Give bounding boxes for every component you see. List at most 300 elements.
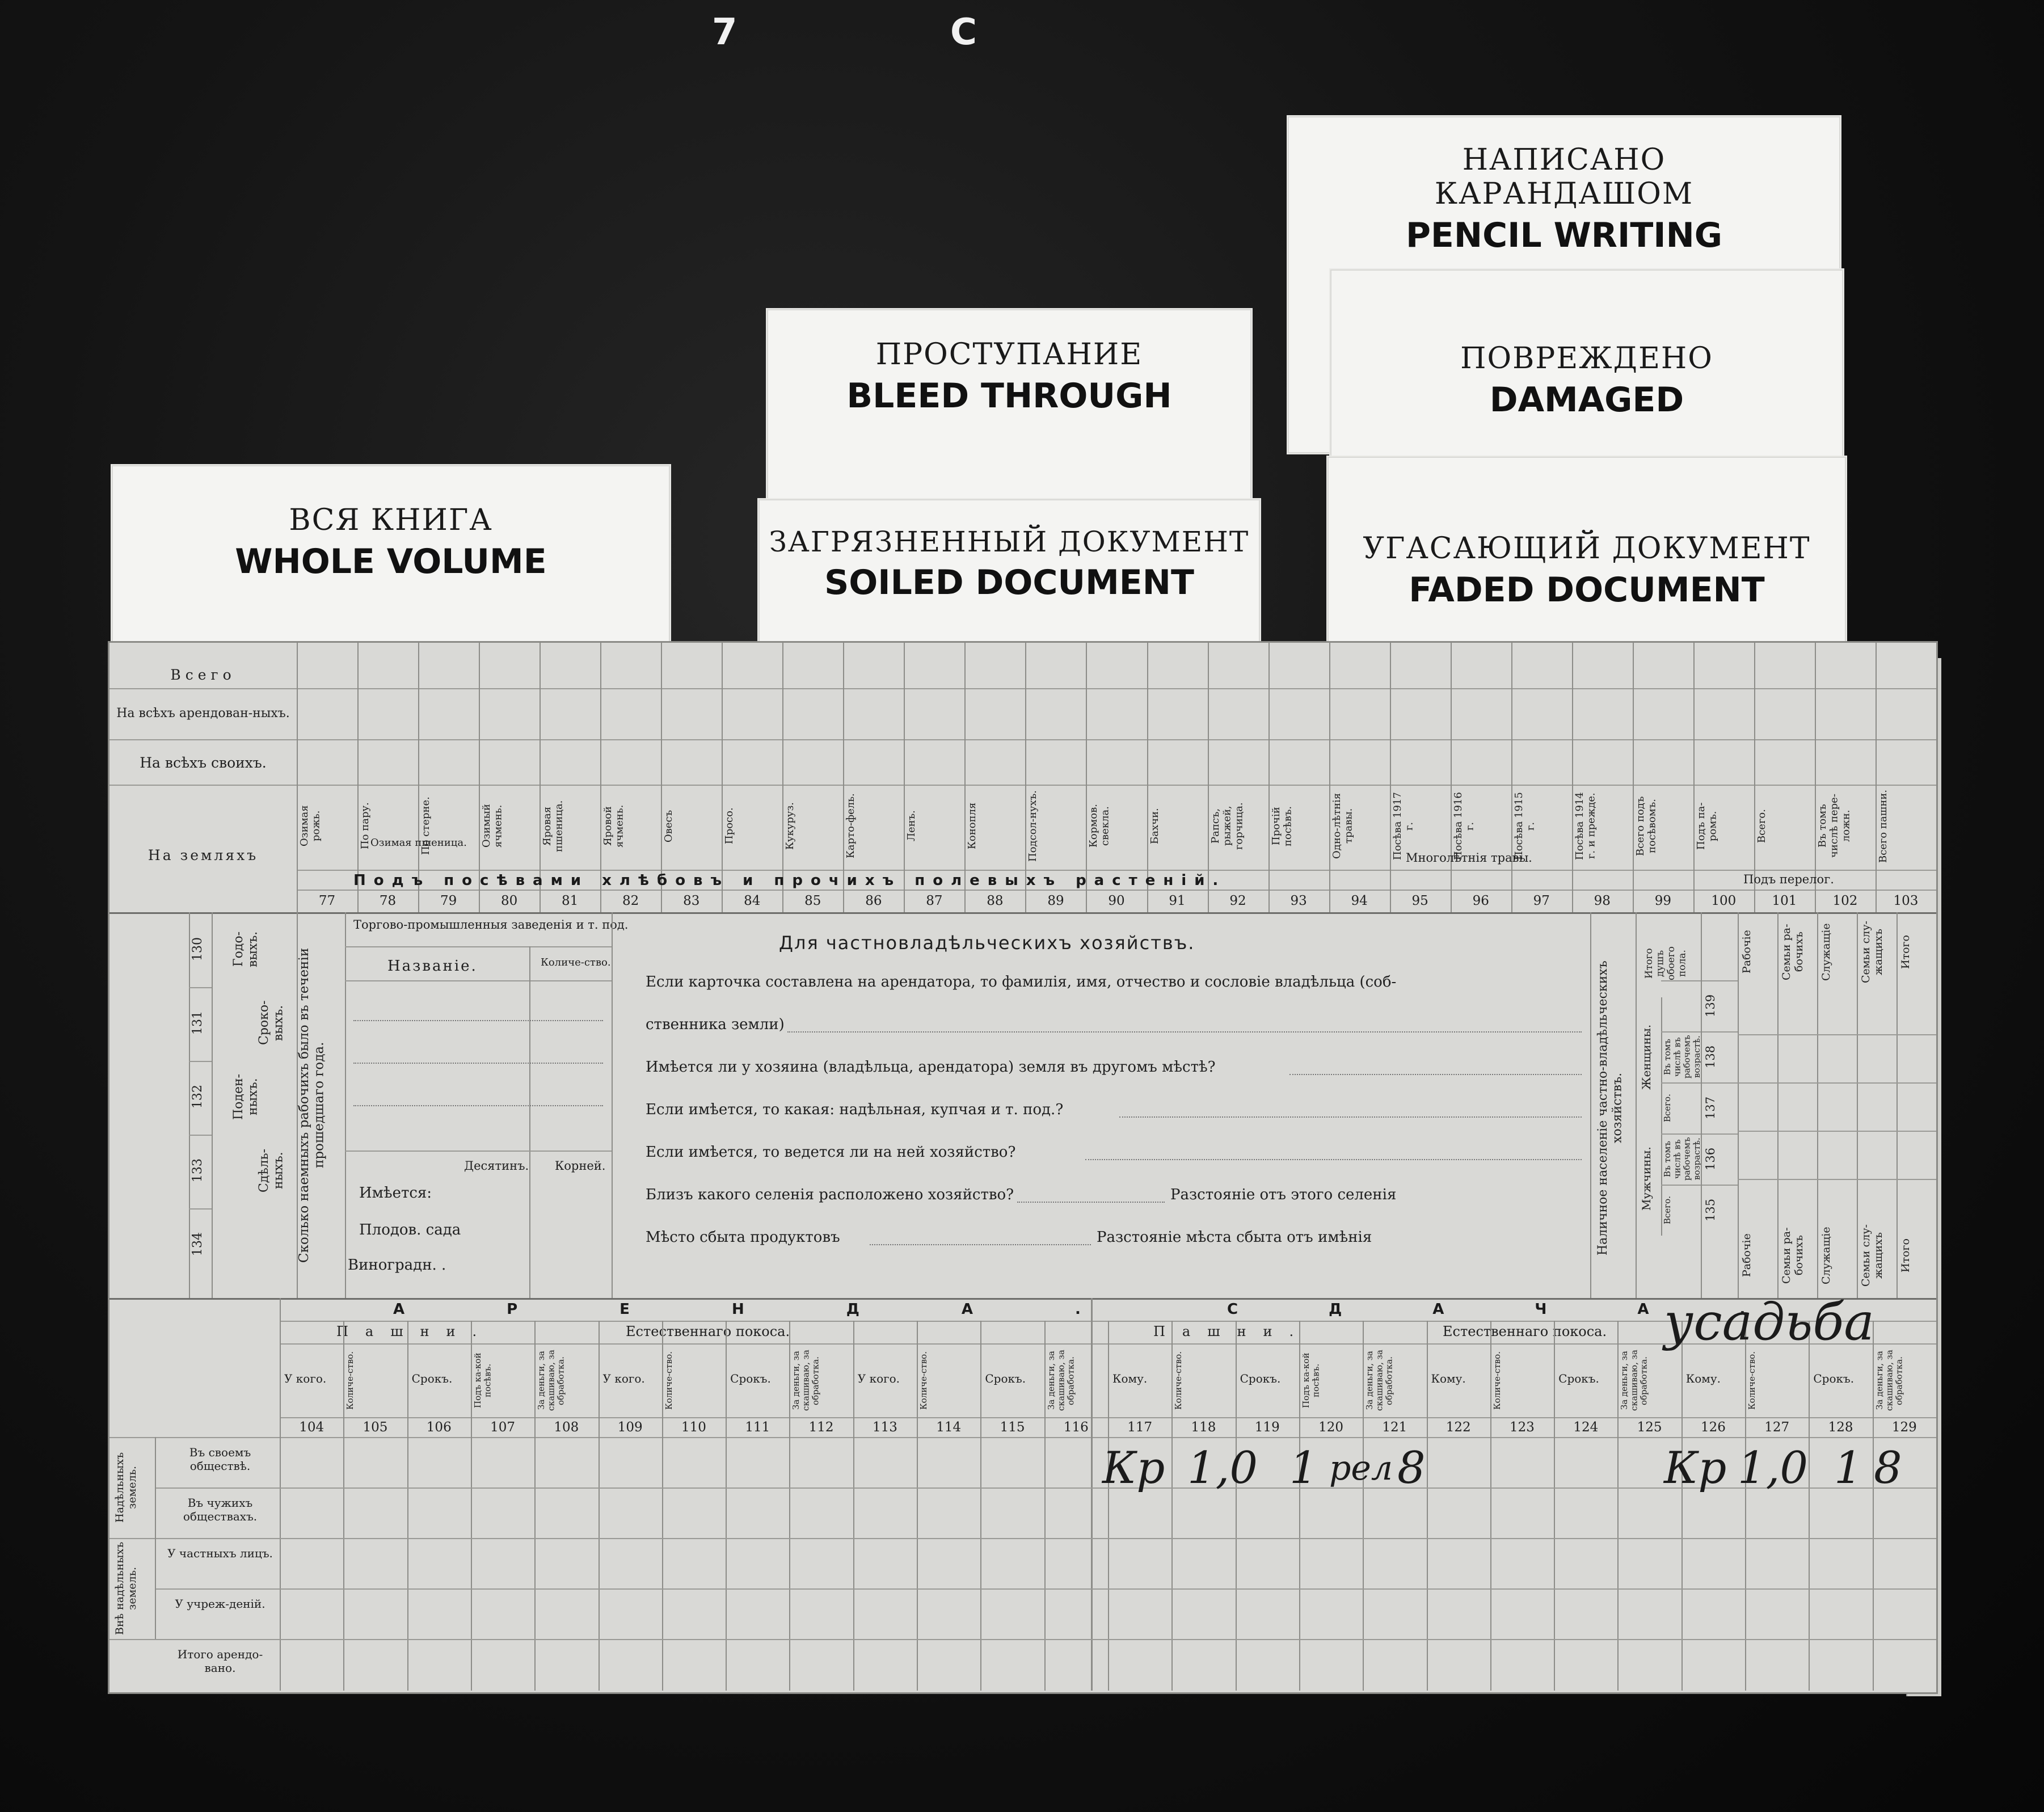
column-number: 87 [926, 894, 943, 908]
population-col: Въ томъ числѣ въ рабочемъ возрастѣ. [1662, 1137, 1702, 1181]
column-rule [471, 1321, 472, 1691]
question-4: Если имѣется, то ведется ли на ней хозяйство? [646, 1144, 1016, 1161]
column-number: 126 [1700, 1420, 1726, 1435]
column-rule [1809, 1321, 1810, 1691]
column-number: 81 [562, 894, 579, 908]
label-women: Женщины. [1640, 1024, 1653, 1090]
question-6: Мѣсто сбыта продуктовъ [646, 1229, 840, 1246]
column-rule [789, 1321, 790, 1691]
label-hired-workers: Сколько наемныхъ рабочихъ было въ теченіи прошедшаго года. [297, 947, 327, 1263]
column-number: 90 [1108, 894, 1125, 908]
column-number: 100 [1711, 894, 1737, 908]
column-rule [1701, 912, 1702, 1298]
column-number: 80 [500, 894, 518, 908]
column-rule [1490, 1321, 1491, 1691]
column-rule [1693, 643, 1695, 912]
row-rule [1738, 1034, 1777, 1035]
section-rent [109, 1292, 1936, 1691]
row-rule [1777, 1179, 1817, 1180]
column-number: 128 [1828, 1420, 1853, 1435]
row-rule [189, 1208, 212, 1210]
column-header: Озимый ячмень. [481, 804, 504, 848]
column-number: 86 [865, 894, 882, 908]
band-sdacha: СДАЧА. [1227, 1301, 1836, 1318]
label-men: Мужчины. [1640, 1147, 1653, 1211]
population-col: Всего. [1662, 1094, 1672, 1122]
handwriting-1: Кр [1102, 1443, 1165, 1494]
row-rule [1897, 1082, 1936, 1084]
card-ru: ЗАГРЯЗНЕННЫЙ ДОКУМЕНТ [769, 525, 1250, 558]
column-header: Карто-фель. [845, 793, 857, 859]
column-rule [280, 1321, 281, 1691]
column-rule [1815, 643, 1816, 912]
worker-type: Сроко-выхъ. [257, 1000, 286, 1046]
column-header: Кукуруз. [784, 802, 796, 850]
dotted-line [1017, 1202, 1165, 1203]
row-rule [189, 987, 212, 988]
category-header-bottom: Рабочіе [1740, 1233, 1753, 1278]
column-number: 124 [1573, 1420, 1599, 1435]
column-rule [1617, 1321, 1619, 1691]
column-header: Всего пашни. [1877, 789, 1889, 863]
column-header: Кормов. свекла. [1088, 804, 1112, 848]
column-header: Срокъ. [1240, 1372, 1281, 1385]
column-header: Срокъ. [730, 1372, 771, 1385]
rule [1590, 912, 1591, 1298]
worker-number: 130 [191, 937, 205, 961]
column-header: Количе-ство. [663, 1351, 674, 1410]
row-rule [1817, 1131, 1857, 1132]
card-ru: ВСЯ КНИГА [289, 503, 493, 537]
column-rule [1745, 1321, 1746, 1691]
rule [109, 739, 1936, 740]
column-header: Всего. [1755, 809, 1768, 843]
label-perennial-grasses: Многолѣтнія травы. [1406, 851, 1532, 865]
column-number: 106 [426, 1420, 452, 1435]
estate-has: Имѣется: [359, 1185, 432, 1202]
row-rule [1897, 1034, 1936, 1035]
column-header: Срокъ. [985, 1372, 1026, 1385]
row-label-own: На всѣхъ своихъ. [140, 755, 267, 771]
top-mark-2: C [950, 11, 977, 53]
row-rule [1661, 1082, 1738, 1084]
rule [345, 1151, 612, 1152]
rule [345, 912, 346, 1298]
column-header: Подсол-нухъ. [1027, 790, 1039, 862]
column-rule [1554, 1321, 1555, 1691]
column-rule [980, 1321, 981, 1691]
worker-number: 133 [191, 1158, 205, 1182]
question-1b: ственника земли) [646, 1016, 785, 1033]
column-header: Яровая пшеница. [541, 800, 565, 852]
column-number: 92 [1229, 894, 1246, 908]
column-rule [662, 1321, 663, 1691]
column-rule [297, 643, 298, 912]
column-header: За деньги, за скашиваю, за обработка. [1619, 1350, 1649, 1411]
category-header-bottom: Семьи ра-бочихъ [1780, 1227, 1805, 1284]
column-header: Просо. [723, 807, 736, 845]
column-rule [1754, 643, 1755, 912]
card-soiled [758, 499, 1260, 649]
column-header: Озимая рожь. [298, 805, 322, 847]
column-number: 127 [1764, 1420, 1790, 1435]
row-rule [1661, 1185, 1738, 1186]
rent-row-group: Надѣльныхъ земель. [113, 1452, 138, 1523]
population-col: Въ томъ числѣ въ рабочемъ возрастѣ. [1662, 1035, 1702, 1079]
column-number: 120 [1318, 1420, 1344, 1435]
column-number: 82 [622, 894, 639, 908]
card-ru-2: КАРАНДАШОМ [1434, 177, 1694, 211]
question-1: Если карточка составлена на арендатора, то фамилія, имя, отчество и сословіе владѣльца (соб- [646, 974, 1397, 991]
rule [345, 946, 612, 947]
label-perelog: Подъ перелог. [1743, 873, 1834, 886]
column-number: 103 [1893, 894, 1919, 908]
column-header: За деньги, за скашиваю, за обработка. [536, 1350, 566, 1411]
census-form [108, 641, 1938, 1694]
column-rule [534, 1321, 536, 1691]
row-label-lands: На земляхъ [147, 847, 259, 863]
column-rule [1451, 643, 1452, 912]
column-header: Рапсъ, рыжей, горчица. [1209, 802, 1245, 850]
card-en: SOILED DOCUMENT [824, 563, 1194, 602]
column-rule [212, 912, 213, 1298]
band-arenda: АРЕНДА. [393, 1301, 1183, 1318]
column-number: 117 [1127, 1420, 1153, 1435]
column-header: Срокъ. [1813, 1372, 1855, 1385]
row-rule [1738, 1082, 1777, 1084]
row-rule [1738, 1131, 1777, 1132]
question-6b: Разстояніе мѣста сбыта отъ имѣнія [1097, 1229, 1372, 1246]
row-label-vsego: Всего [170, 667, 236, 683]
column-number: 118 [1191, 1420, 1216, 1435]
worker-type: Годо-выхъ. [231, 931, 260, 967]
row-rule [1738, 1179, 1777, 1180]
column-header: Одно-лѣтнія травы. [1330, 793, 1355, 859]
card-ru: УГАСАЮЩИЙ ДОКУМЕНТ [1363, 532, 1811, 566]
card-en: PENCIL WRITING [1405, 216, 1723, 255]
worker-type: Поден-ныхъ. [231, 1073, 260, 1120]
column-header: Въ томъ числѣ пере-ложн. [1816, 794, 1852, 858]
column-header: Срокъ. [1558, 1372, 1599, 1385]
estate-vineyard: Виноградн. . [348, 1257, 446, 1274]
column-rule [1329, 643, 1330, 912]
handwriting-5: 8 [1397, 1443, 1426, 1494]
column-number: 112 [808, 1420, 834, 1435]
category-header-top: Служащіе [1820, 923, 1832, 981]
question-2: Имѣется ли у хозяина (владѣльца, арендатора) земля въ другомъ мѣстѣ? [646, 1059, 1216, 1076]
rent-row-label: У учреж-деній. [175, 1597, 265, 1611]
handwriting-usadba: усадьба [1664, 1292, 1874, 1352]
column-number: 83 [683, 894, 700, 908]
column-rule [343, 1321, 344, 1691]
category-header-bottom: Служащіе [1820, 1227, 1832, 1284]
column-rule [1857, 912, 1858, 1298]
label-total-souls: Итого душъ обоего пола. [1643, 946, 1688, 980]
card-en: FADED DOCUMENT [1409, 570, 1765, 610]
question-5b: Разстояніе отъ этого селенія [1170, 1186, 1397, 1203]
column-header: За деньги, за скашиваю, за обработка. [791, 1350, 821, 1411]
private-title: Для частновладѣльческихъ хозяйствъ. [779, 932, 1195, 954]
card-ru: ПРОСТУПАНИЕ [875, 338, 1143, 372]
column-number: 129 [1891, 1420, 1917, 1435]
column-rule [155, 1437, 156, 1639]
dotted-line [1119, 1116, 1582, 1118]
column-rule [1511, 643, 1512, 912]
row-rule [1857, 1082, 1897, 1084]
category-header-top: Итого [1899, 935, 1912, 969]
rule [109, 785, 1936, 786]
label-pashni-2: Пашни. [1153, 1324, 1311, 1339]
column-header: Яровой ячмень. [602, 804, 626, 848]
column-header: Овесъ [663, 810, 675, 842]
row-rule [1897, 1179, 1936, 1180]
column-number: 89 [1047, 894, 1064, 908]
column-rule [1681, 1321, 1683, 1691]
column-rule [1044, 1321, 1046, 1691]
rule [109, 1437, 1936, 1438]
worker-number: 134 [191, 1232, 205, 1256]
column-number: 125 [1637, 1420, 1662, 1435]
column-number: 123 [1510, 1420, 1535, 1435]
column-number: 113 [872, 1420, 897, 1435]
column-number: 78 [379, 894, 397, 908]
column-number: 116 [1063, 1420, 1089, 1435]
dotted-line [353, 1063, 603, 1064]
row-rule [155, 1588, 1936, 1590]
column-header: Подъ ка-кой посѣвъ. [472, 1352, 493, 1409]
column-header: За деньги, за скашиваю, за обработка. [1874, 1350, 1904, 1411]
column-rule [599, 1321, 600, 1691]
trade-col-name: Названіе. [387, 958, 478, 975]
row-rule [1817, 1034, 1857, 1035]
handwriting-3: 1 [1289, 1443, 1318, 1494]
column-rule [1299, 1321, 1300, 1691]
column-number: 104 [299, 1420, 324, 1435]
row-rule [1777, 1034, 1817, 1035]
dotted-line [353, 1105, 603, 1106]
column-number: 101 [1772, 894, 1797, 908]
card-en: DAMAGED [1489, 380, 1684, 420]
column-header: Прочій посѣвъ. [1270, 806, 1294, 846]
worker-type: Сдѣль-ныхъ. [257, 1148, 286, 1192]
rule [529, 946, 530, 1298]
category-header-bottom: Итого [1899, 1238, 1912, 1272]
column-number: 93 [1290, 894, 1307, 908]
column-header: Количе-ство. [1173, 1351, 1184, 1410]
card-en: BLEED THROUGH [846, 376, 1172, 416]
column-rule [1268, 643, 1270, 912]
label-pashni-1: Пашни. [336, 1324, 494, 1339]
column-rule [1390, 643, 1391, 912]
column-header: Ленъ. [905, 810, 918, 842]
column-rule [1108, 1321, 1109, 1691]
column-number: 84 [744, 894, 761, 908]
dotted-line [787, 1031, 1582, 1033]
column-rule [1363, 1321, 1364, 1691]
column-rule [1873, 1321, 1874, 1691]
rule [1636, 912, 1637, 1298]
worker-number: 132 [191, 1085, 205, 1109]
column-number: 111 [745, 1420, 770, 1435]
column-header: Количе-ство. [1747, 1351, 1758, 1410]
row-rule [1857, 1179, 1897, 1180]
row-rule [1661, 1031, 1738, 1033]
card-damaged [1330, 269, 1843, 465]
column-rule [1777, 912, 1779, 1298]
question-5: Близъ какого селенія расположено хозяйство? [646, 1186, 1014, 1203]
row-rule [1857, 1131, 1897, 1132]
row-rule [189, 1135, 212, 1136]
population-num: 139 [1704, 994, 1717, 1018]
rent-row-label: Въ чужихъ обществахъ. [183, 1496, 258, 1523]
column-number: 96 [1472, 894, 1489, 908]
category-header-bottom: Семьи слу-жащихъ [1860, 1224, 1885, 1287]
column-header: Бахчи. [1148, 808, 1161, 844]
top-mark-1: 7 [712, 11, 737, 53]
column-number: 77 [318, 894, 336, 908]
band-sowings: Подъ посѣвами хлѣбовъ и прочихъ полевыхъ растеній. [353, 872, 1227, 889]
row-rule [1857, 1034, 1897, 1035]
population-num: 137 [1704, 1096, 1717, 1120]
row-rule [109, 1639, 1936, 1640]
column-header: Посѣва 1916 г. [1452, 792, 1476, 860]
estate-des: Десятинъ. [464, 1159, 529, 1173]
category-header-top: Семьи слу-жащихъ [1860, 921, 1885, 983]
question-3: Если имѣется, то какая: надѣльная, купчая и т. под.? [646, 1101, 1064, 1118]
column-rule [1427, 1321, 1428, 1691]
rule [345, 980, 612, 981]
column-header: Посѣва 1915 г. [1512, 792, 1537, 860]
column-rule [1171, 1321, 1173, 1691]
column-header: По пару. [359, 802, 372, 850]
category-header-top: Семьи ра-бочихъ [1780, 924, 1805, 980]
column-header: У кого. [284, 1372, 327, 1385]
column-number: 94 [1351, 894, 1368, 908]
label-pokos-1: Естественнаго покоса. [626, 1324, 790, 1339]
column-header: Подъ па-ромъ. [1695, 802, 1719, 850]
rent-row-label: Итого арендо-вано. [177, 1647, 263, 1675]
column-number: 110 [681, 1420, 706, 1435]
column-header: Посѣва 1917 г. [1391, 792, 1415, 860]
column-number: 115 [1000, 1420, 1025, 1435]
population-num: 135 [1704, 1198, 1717, 1222]
column-number: 105 [363, 1420, 388, 1435]
column-number: 122 [1445, 1420, 1471, 1435]
column-number: 85 [804, 894, 821, 908]
card-faded [1327, 457, 1846, 646]
column-rule [1633, 643, 1634, 912]
column-header: Количе-ство. [1491, 1351, 1502, 1410]
column-header: У кого. [857, 1372, 900, 1385]
row-rule [189, 1061, 212, 1062]
rent-row-label: У частныхъ лицъ. [167, 1546, 273, 1560]
column-header: Всего подъ посѣвомъ. [1634, 796, 1658, 856]
card-whole-volume [112, 465, 670, 649]
column-header: Конопля [966, 802, 979, 850]
row-rule [1817, 1082, 1857, 1084]
column-number: 88 [987, 894, 1004, 908]
column-number: 91 [1169, 894, 1186, 908]
handwriting-2: 1,0 [1187, 1443, 1258, 1494]
column-number: 107 [490, 1420, 516, 1435]
row-rule [1661, 1133, 1738, 1135]
label-ozimaya-wheat: Озимая пшеница. [370, 837, 467, 849]
column-rule [1738, 912, 1739, 1298]
column-number: 99 [1654, 894, 1671, 908]
worker-number: 131 [191, 1011, 205, 1035]
column-rule [1897, 912, 1898, 1298]
column-header: Срокъ. [411, 1372, 453, 1385]
card-en: WHOLE VOLUME [235, 542, 547, 581]
column-number: 95 [1411, 894, 1428, 908]
column-rule [1817, 912, 1818, 1298]
column-header: Кому. [1112, 1372, 1148, 1385]
category-header-top: Рабочіе [1740, 930, 1753, 974]
section-sowings [109, 643, 1936, 914]
column-rule [1572, 643, 1573, 912]
dotted-line [353, 1020, 603, 1021]
handwriting-9: 8 [1874, 1443, 1902, 1494]
population-num: 136 [1704, 1147, 1717, 1171]
column-rule [917, 1321, 918, 1691]
handwriting-4: рел [1329, 1448, 1393, 1488]
rent-row-group: Внѣ надѣльныхъ земель. [113, 1541, 138, 1636]
rule [612, 912, 613, 1298]
row-rule [1817, 1179, 1857, 1180]
column-number: 79 [440, 894, 457, 908]
column-rule [189, 912, 190, 1298]
label-pokos-2: Естественнаго покоса. [1443, 1324, 1607, 1339]
column-header: Кому. [1685, 1372, 1721, 1385]
column-rule [407, 1321, 408, 1691]
column-rule [1236, 1321, 1237, 1691]
column-header: Количе-ство. [345, 1351, 356, 1410]
column-rule [853, 1321, 854, 1691]
card-bleed-through [767, 309, 1251, 507]
card-ru: ПОВРЕЖДЕНО [1460, 342, 1713, 376]
column-header: За деньги, за скашиваю, за обработка. [1364, 1350, 1394, 1411]
row-label-rented: На всѣхъ арендован-ныхъ. [116, 706, 290, 720]
population-num: 138 [1704, 1045, 1717, 1069]
card-ru: НАПИСАНО [1462, 143, 1666, 177]
estate-orchard: Плодов. сада [359, 1221, 461, 1238]
rule [109, 688, 1936, 689]
column-number: 121 [1382, 1420, 1407, 1435]
row-rule [1897, 1131, 1936, 1132]
column-header: Подъ ка-кой посѣвъ. [1300, 1352, 1321, 1409]
rule [297, 890, 1936, 891]
column-header: У кого. [602, 1372, 645, 1385]
column-number: 97 [1533, 894, 1550, 908]
dotted-line [1085, 1159, 1582, 1160]
column-number: 108 [554, 1420, 579, 1435]
column-number: 114 [936, 1420, 962, 1435]
column-number: 119 [1254, 1420, 1280, 1435]
column-header: За деньги, за скашиваю, за обработка. [1046, 1350, 1076, 1411]
column-rule [726, 1321, 727, 1691]
dotted-line [870, 1244, 1091, 1245]
estate-korn: Корней. [555, 1159, 606, 1173]
rent-row-label: Въ своемъ обществѣ. [189, 1446, 251, 1473]
row-rule [109, 1538, 1936, 1539]
row-rule [1777, 1082, 1817, 1084]
column-header: Кому. [1431, 1372, 1466, 1385]
column-header: Посѣва 1914 г. и прежде. [1573, 792, 1598, 860]
rule [297, 870, 1936, 871]
handwriting-8: 1 [1834, 1443, 1862, 1494]
column-number: 102 [1832, 894, 1858, 908]
handwriting-6: Кр [1664, 1443, 1727, 1494]
